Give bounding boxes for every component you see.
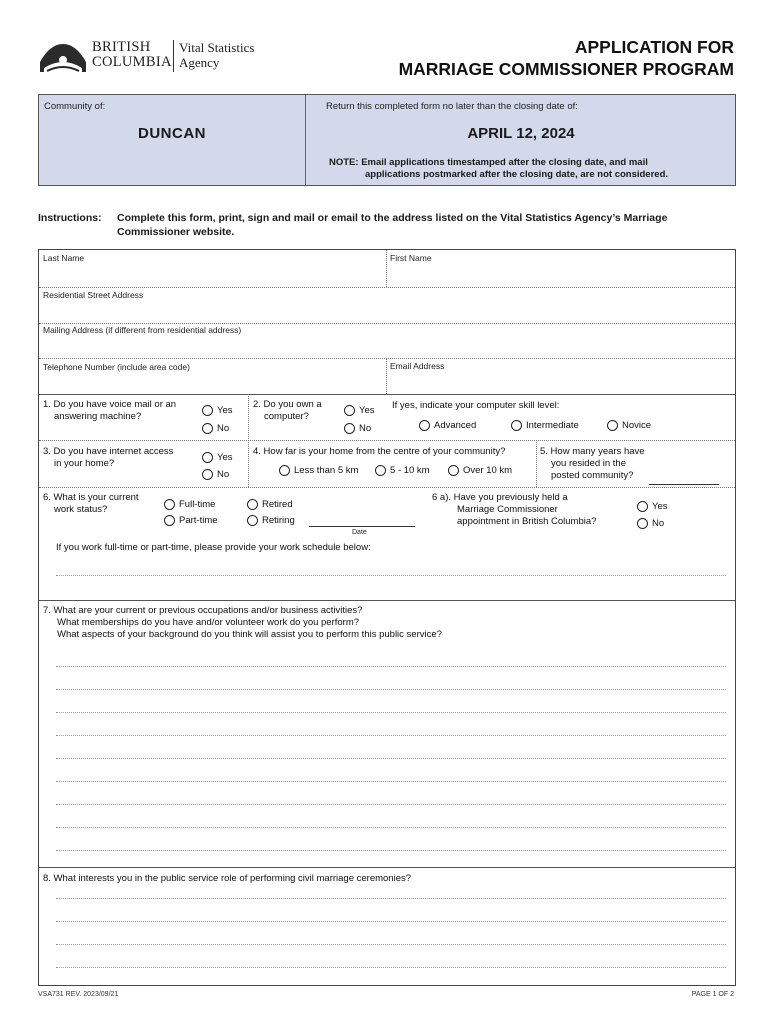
q7-answer-line[interactable] <box>56 735 726 736</box>
question-7 <box>43 605 442 641</box>
radio-icon <box>344 423 355 434</box>
radio-icon <box>375 465 386 476</box>
question-3 <box>43 446 173 470</box>
q1-yes-radio[interactable] <box>202 405 233 416</box>
radio-icon <box>202 423 213 434</box>
q3-line2: in your home? <box>54 458 115 469</box>
q1-line1: 1. Do you have voice mail or an <box>43 399 177 410</box>
first-name-field[interactable] <box>388 262 734 286</box>
radio-icon <box>637 518 648 529</box>
question-6 <box>43 492 139 516</box>
email-label: Email Address <box>390 361 445 371</box>
q6a-line1: 6 a). Have you previously held a <box>432 492 568 503</box>
question-1 <box>43 399 176 423</box>
row-divider <box>39 440 735 441</box>
note-line2: applications postmarked after the closing date, are not considered. <box>365 169 669 180</box>
radio-icon <box>202 405 213 416</box>
radio-icon <box>637 501 648 512</box>
q7-answer-line[interactable] <box>56 850 726 851</box>
residential-address-field[interactable] <box>39 300 735 322</box>
q2-yes-radio[interactable] <box>344 405 375 416</box>
radio-icon <box>448 465 459 476</box>
radio-icon <box>607 420 618 431</box>
q8-answer-line[interactable] <box>56 921 726 922</box>
q6-line2: work status? <box>54 504 108 515</box>
agency-name-line2: Agency <box>179 55 220 70</box>
question-5 <box>540 446 645 482</box>
community-value: DUNCAN <box>138 125 206 142</box>
5-10-label: 5 - 10 km <box>390 465 430 476</box>
q2-line2: computer? <box>264 411 309 422</box>
email-field[interactable] <box>388 372 734 392</box>
section-divider <box>39 600 735 601</box>
logo-columbia: COLUMBIA <box>92 54 172 70</box>
section-divider <box>39 867 735 868</box>
q3-line1: 3. Do you have internet access <box>43 446 174 457</box>
radio-icon <box>279 465 290 476</box>
q3-no-radio[interactable] <box>202 469 229 480</box>
radio-icon <box>511 420 522 431</box>
q5-line1: 5. How many years have <box>540 446 645 457</box>
less-5-label: Less than 5 km <box>294 465 359 476</box>
logo-divider <box>173 40 174 72</box>
q2-no-radio[interactable] <box>344 423 371 434</box>
retiring-date-field[interactable] <box>309 526 415 527</box>
yes-label: Yes <box>217 405 233 416</box>
yes-label: Yes <box>217 452 233 463</box>
radio-icon <box>202 469 213 480</box>
work-retiring-radio[interactable] <box>247 515 295 526</box>
page-number: PAGE 1 OF 2 <box>691 991 734 998</box>
question-8: 8. What interests you in the public service role of performing civil marriage ceremonies? <box>43 873 412 884</box>
form-title <box>399 36 734 80</box>
application-form <box>38 249 736 986</box>
question-2 <box>253 399 322 423</box>
skill-novice-radio[interactable] <box>607 420 651 431</box>
first-name-label: First Name <box>390 253 432 263</box>
radio-icon <box>202 452 213 463</box>
title-line1: APPLICATION FOR <box>574 37 734 57</box>
logo-british: BRITISH <box>92 39 151 55</box>
closing-note <box>329 157 668 181</box>
distance-less-5-radio[interactable] <box>279 465 358 476</box>
q3-yes-radio[interactable] <box>202 452 233 463</box>
telephone-field[interactable] <box>39 372 385 392</box>
last-name-label: Last Name <box>43 253 85 263</box>
q7-line3: What aspects of your background do you think will assist you to perform this public service? <box>57 629 442 640</box>
q7-answer-line[interactable] <box>56 758 726 759</box>
title-line2: MARRIAGE COMMISSIONER PROGRAM <box>398 59 734 79</box>
q7-answer-line[interactable] <box>56 666 726 667</box>
retired-label: Retired <box>262 499 293 510</box>
radio-icon <box>164 515 175 526</box>
advanced-label: Advanced <box>434 420 477 431</box>
intermediate-label: Intermediate <box>526 420 579 431</box>
bc-sun-icon <box>38 38 88 74</box>
q2-line1: 2. Do you own a <box>253 399 322 410</box>
q7-line1: 7. What are your current or previous occupations and/or business activities? <box>43 605 363 616</box>
radio-icon <box>164 499 175 510</box>
distance-5-10-radio[interactable] <box>375 465 430 476</box>
q7-answer-line[interactable] <box>56 689 726 690</box>
date-label: Date <box>352 529 367 536</box>
q7-line2: What memberships do you have and/or volunteer work do you perform? <box>57 617 360 628</box>
agency-name-line1: Vital Statistics <box>179 40 255 55</box>
work-retired-radio[interactable] <box>247 499 293 510</box>
work-parttime-radio[interactable] <box>164 515 218 526</box>
distance-over-10-radio[interactable] <box>448 465 512 476</box>
q7-answer-line[interactable] <box>56 781 726 782</box>
radio-icon <box>247 515 258 526</box>
q6a-line3: appointment in British Columbia? <box>457 516 597 527</box>
q-divider <box>536 440 537 487</box>
q5-line2: you resided in the <box>551 458 626 469</box>
q8-answer-line[interactable] <box>56 967 726 968</box>
form-id: VSA731 REV. 2023/09/21 <box>38 991 119 998</box>
telephone-label: Telephone Number (include area code) <box>43 362 190 372</box>
skill-level-label: If yes, indicate your computer skill level: <box>392 400 560 411</box>
no-label: No <box>217 423 230 434</box>
work-schedule-label: If you work full-time or part-time, please provide your work schedule below: <box>56 542 371 553</box>
row-divider <box>39 323 735 324</box>
q7-answer-line[interactable] <box>56 712 726 713</box>
work-fulltime-radio[interactable] <box>164 499 215 510</box>
instructions-label: Instructions: <box>38 212 102 224</box>
instructions-text: Complete this form, print, sign and mail or email to the address listed on the Vital Statistics Agency’s Marriage Commissioner website. <box>117 212 668 238</box>
question-6a <box>432 492 596 528</box>
no-label: No <box>359 423 372 434</box>
q8-answer-line[interactable] <box>56 944 726 945</box>
yes-label: Yes <box>652 501 668 512</box>
q1-line2: answering machine? <box>54 411 142 422</box>
skill-advanced-radio[interactable] <box>419 420 476 431</box>
radio-icon <box>247 499 258 510</box>
novice-label: Novice <box>622 420 652 431</box>
no-label: No <box>652 518 665 529</box>
q6-line1: 6. What is your current <box>43 492 139 503</box>
q7-answer-line[interactable] <box>56 827 726 828</box>
community-label: Community of: <box>44 101 106 112</box>
q6a-no-radio[interactable] <box>637 518 664 529</box>
q6a-yes-radio[interactable] <box>637 501 668 512</box>
q8-answer-line[interactable] <box>56 898 726 899</box>
yes-label: Yes <box>359 405 375 416</box>
mailing-address-field[interactable] <box>39 335 735 357</box>
no-label: No <box>217 469 230 480</box>
closing-date-value: APRIL 12, 2024 <box>467 125 575 142</box>
q5-line3: posted community? <box>551 470 634 481</box>
posting-info-box <box>38 94 736 186</box>
work-schedule-line[interactable] <box>56 575 726 576</box>
name-divider <box>386 250 387 287</box>
closing-date-label: Return this completed form no later than the closing date of: <box>326 101 578 112</box>
radio-icon <box>419 420 430 431</box>
skill-intermediate-radio[interactable] <box>511 420 579 431</box>
row-divider <box>39 287 735 288</box>
fulltime-label: Full-time <box>179 499 216 510</box>
q6a-line2: Marriage Commissioner <box>457 504 558 515</box>
phone-email-divider <box>386 358 387 394</box>
bc-logo <box>38 36 258 76</box>
last-name-field[interactable] <box>39 262 385 286</box>
row-divider <box>39 358 735 359</box>
years-resided-field[interactable] <box>649 484 719 485</box>
q1-no-radio[interactable] <box>202 423 229 434</box>
mailing-address-label: Mailing Address (if different from residential address) <box>43 325 242 335</box>
question-4: 4. How far is your home from the centre of your community? <box>253 446 506 457</box>
radio-icon <box>344 405 355 416</box>
residential-address-label: Residential Street Address <box>43 290 144 300</box>
note-line1: NOTE: Email applications timestamped after the closing date, and mail <box>329 157 648 168</box>
over-10-label: Over 10 km <box>463 465 513 476</box>
section-divider <box>39 394 735 395</box>
row-divider <box>39 487 735 488</box>
retiring-label: Retiring <box>262 515 295 526</box>
q7-answer-line[interactable] <box>56 804 726 805</box>
parttime-label: Part-time <box>179 515 218 526</box>
